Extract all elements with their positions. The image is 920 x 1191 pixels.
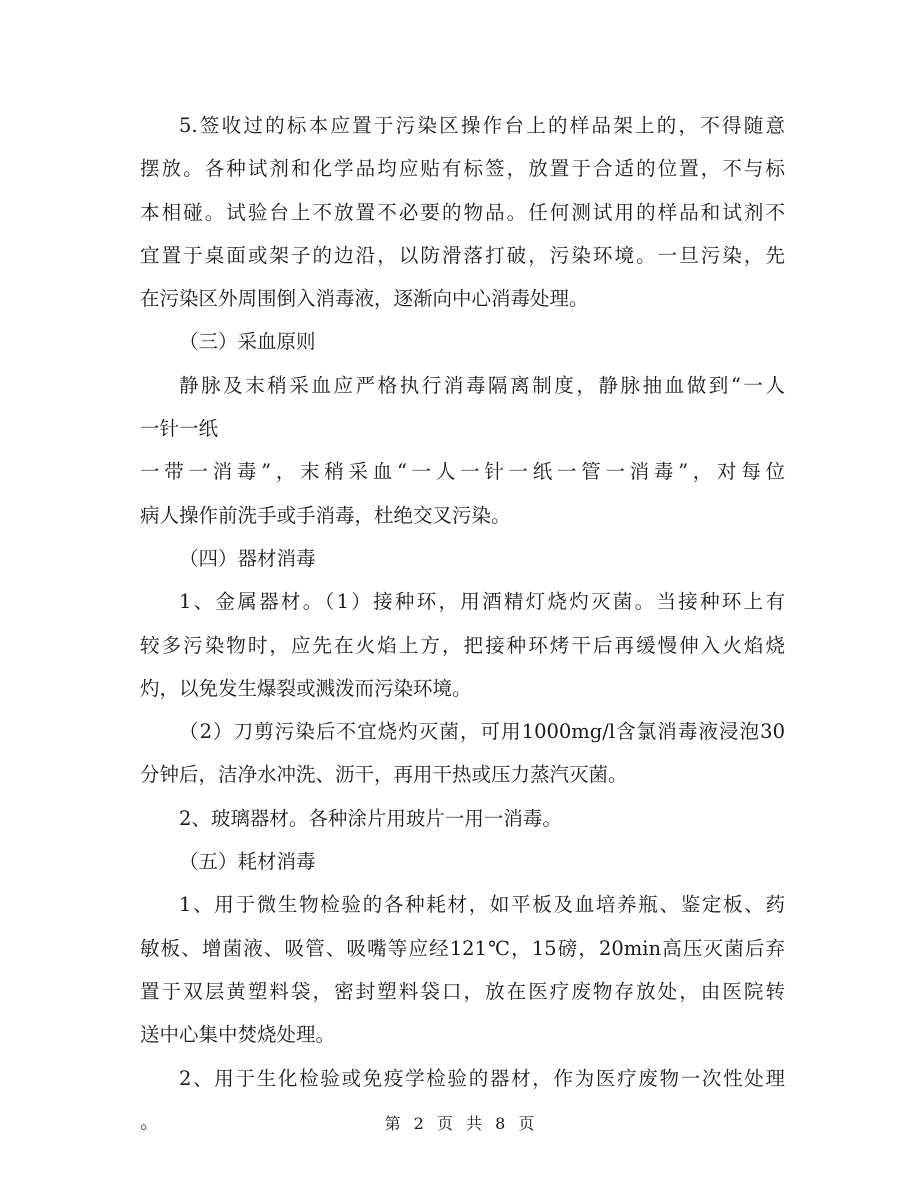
- paragraph-line: 1、用于微生物检验的各种耗材，如平板及血培养瓶、鉴定板、药: [179, 893, 785, 917]
- paragraph-line: 2、用于生化检验或免疫学检验的器材，作为医疗废物一次性处理: [179, 1066, 785, 1090]
- paragraph-line: 2、玻璃器材。各种涂片用玻片一用一消毒。: [179, 806, 562, 830]
- paragraph-line: 摆放。各种试剂和化学品均应贴有标签，放置于合适的位置，不与标: [140, 157, 785, 181]
- paragraph-line: 灼，以免发生爆裂或溅泼而污染环境。: [140, 676, 472, 700]
- paragraph-line: 置于双层黄塑料袋，密封塑料袋口，放在医疗废物存放处，由医院转: [140, 979, 785, 1003]
- paragraph-line: 静脉及末稍采血应严格执行消毒隔离制度，静脉抽血做到“一人: [179, 373, 785, 397]
- paragraph-line: 1、金属器材。（1）接种环，用酒精灯烧灼灭菌。当接种环上有: [179, 590, 785, 614]
- paragraph-line: 。: [140, 1109, 160, 1133]
- section-heading: （三）采血原则: [179, 330, 316, 354]
- paragraph-line: 一针一纸: [140, 417, 219, 441]
- paragraph-line: 送中心集中焚烧处理。: [140, 1023, 336, 1047]
- paragraph-line: 病人操作前洗手或手消毒，杜绝交叉污染。: [140, 503, 511, 527]
- paragraph-line: 5.签收过的标本应置于污染区操作台上的样品架上的，不得随意: [179, 114, 785, 137]
- paragraph-line: 本相碰。试验台上不放置不必要的物品。任何测试用的样品和试剂不: [140, 200, 785, 224]
- paragraph-line: 在污染区外周围倒入消毒液，逐渐向中心消毒处理。: [140, 287, 589, 311]
- paragraph-line: 分钟后，洁净水冲洗、沥干，再用干热或压力蒸汽灭菌。: [140, 763, 628, 787]
- section-heading: （四）器材消毒: [179, 546, 316, 570]
- paragraph-line: 敏板、增菌液、吸管、吸嘴等应经121℃，15磅，20min高压灭菌后弃: [140, 936, 785, 960]
- paragraph-line: 较多污染物时，应先在火焰上方，把接种环烤干后再缓慢伸入火焰烧: [140, 633, 785, 657]
- section-heading: （五）耗材消毒: [179, 850, 316, 874]
- paragraph-line: （2）刀剪污染后不宜烧灼灭菌，可用1000mg/l含氯消毒液浸泡30: [179, 720, 785, 744]
- paragraph-line: 一带一消毒”，末稍采血“一人一针一纸一管一消毒”，对每位: [140, 460, 785, 484]
- document-body: [140, 104, 785, 1143]
- page-number-footer: 第 2 页 共 8 页: [384, 1114, 536, 1133]
- paragraph-line: 宜置于桌面或架子的边沿，以防滑落打破，污染环境。一旦污染，先: [140, 243, 785, 267]
